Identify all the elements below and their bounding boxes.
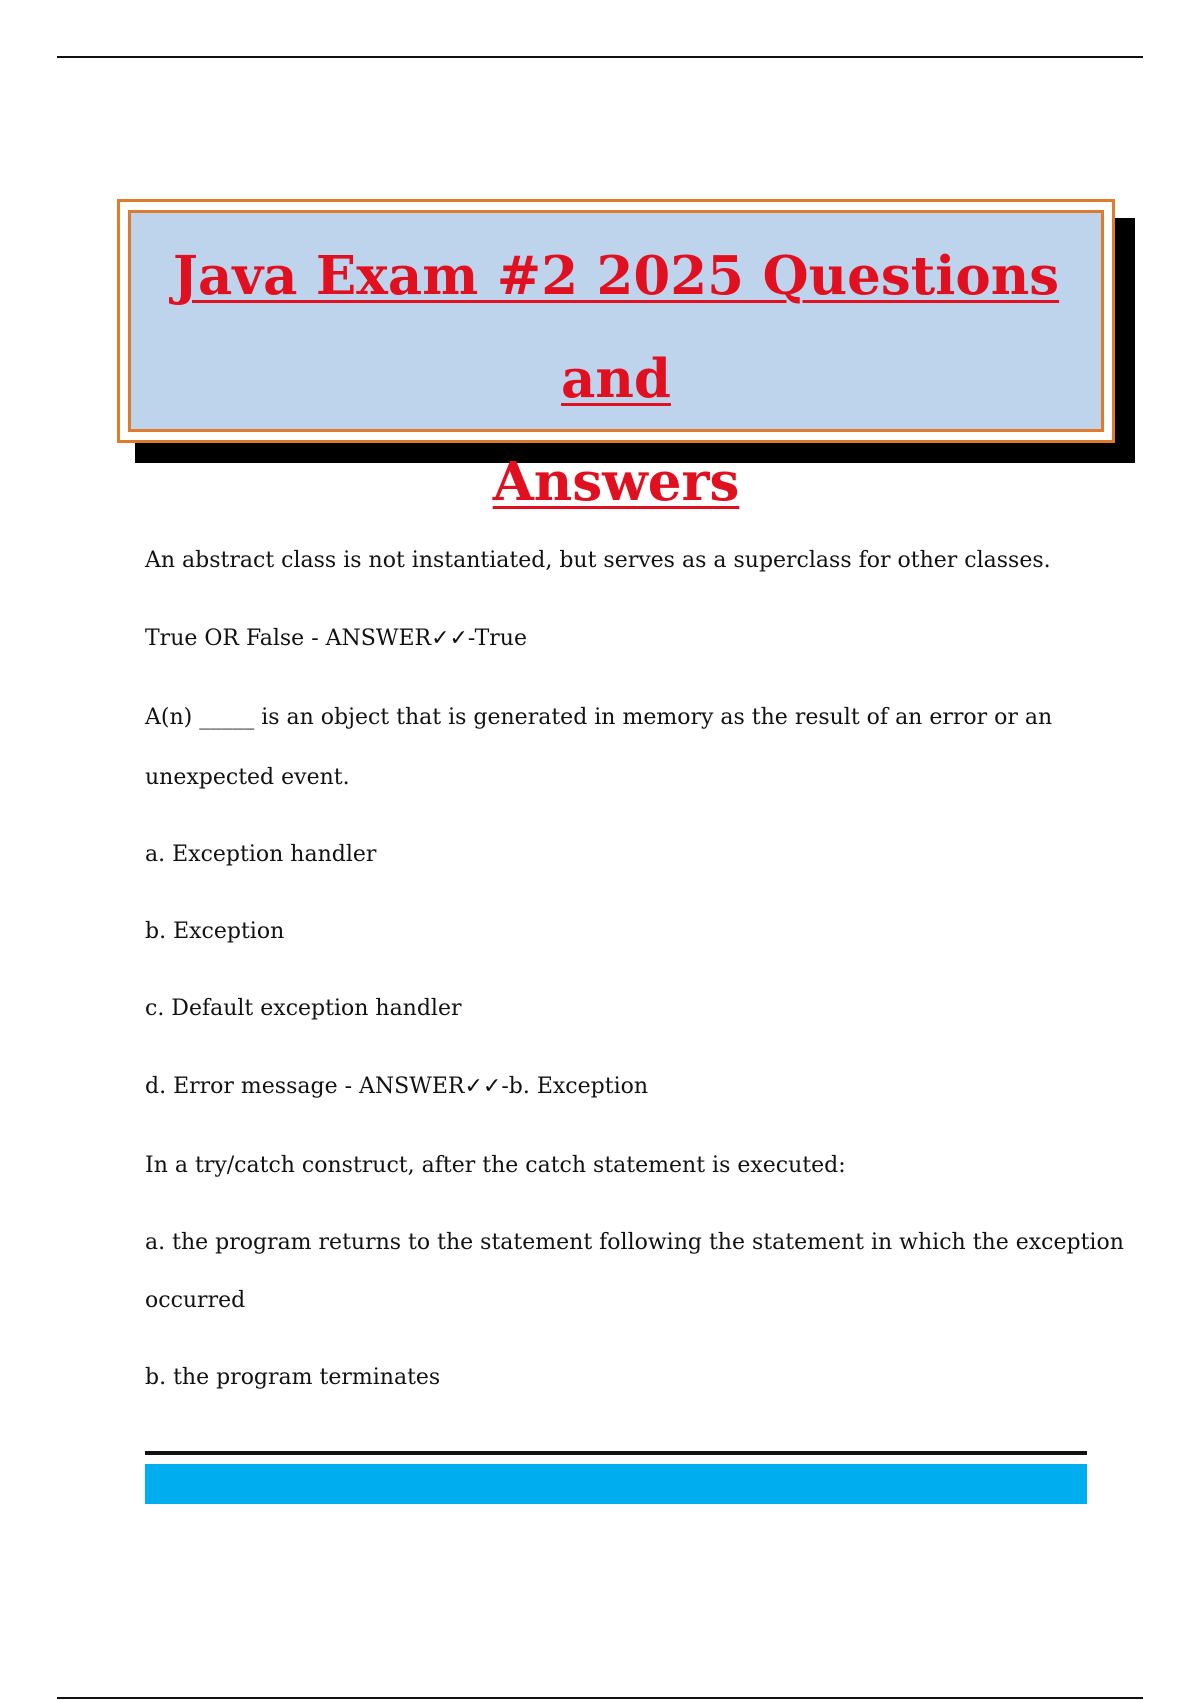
option-a: a. the program returns to the statement following the statement in which the exception [145,1230,1124,1255]
question-1-text: An abstract class is not instantiated, but serves as a superclass for other classes. [145,548,1051,573]
section-rule [145,1451,1087,1455]
option-b: b. Exception [145,919,285,944]
question-1-answer: True OR False - ANSWER✓✓-True [145,626,527,651]
title-box-inner [128,210,1104,513]
question-2-text: A(n) _____ is an object that is generated in memory as the result of an error or an [145,705,1053,730]
option-a: a. Exception handler [145,842,377,867]
option-d-answer: d. Error message - ANSWER✓✓-b. Exception [145,1074,649,1099]
accent-bar [145,1464,1087,1504]
option-b: b. the program terminates [145,1365,441,1390]
title-line-2: Answers [492,451,740,513]
top-rule [57,56,1143,58]
bottom-rule [57,1697,1143,1699]
option-c: c. Default exception handler [145,996,462,1021]
question-3-text: In a try/catch construct, after the catch statement is executed: [145,1153,846,1178]
title-line-1: Java Exam #2 2025 Questions and [172,245,1060,410]
option-a-cont: occurred [145,1288,246,1313]
title-box [117,199,1115,513]
question-2-text-cont: unexpected event. [145,765,350,790]
document-title [131,225,1101,534]
